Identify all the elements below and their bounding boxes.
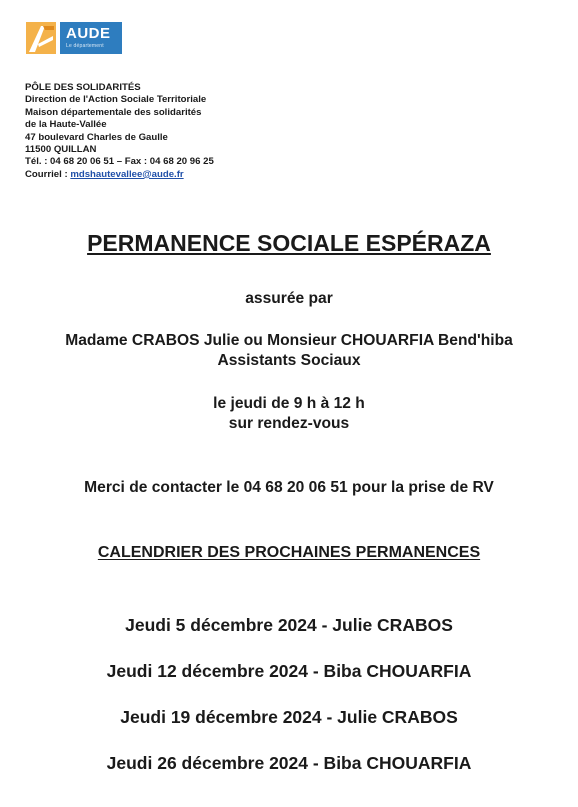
staff-role: Assistants Sociaux bbox=[217, 352, 361, 369]
logo-word: AUDE bbox=[66, 25, 111, 42]
schedule-mode: sur rendez-vous bbox=[228, 415, 350, 432]
email-line bbox=[25, 169, 214, 181]
schedule-block bbox=[0, 394, 578, 434]
calendar-title-text: CALENDRIER DES PROCHAINES PERMANENCES bbox=[97, 544, 481, 561]
email-link[interactable]: mdshautevallee@aude.fr bbox=[70, 168, 184, 180]
address-line: 47 boulevard Charles de Gaulle bbox=[25, 131, 168, 143]
address-line: Maison départementale des solidarités bbox=[25, 106, 202, 118]
aude-logo-mark-icon bbox=[26, 22, 56, 54]
staff-names: Madame CRABOS Julie ou Monsieur CHOUARFIA Bend'hiba bbox=[65, 332, 513, 349]
address-line: 11500 QUILLAN bbox=[25, 144, 97, 156]
calendar-dates bbox=[0, 614, 578, 798]
logo-tagline: Le département bbox=[66, 43, 104, 49]
address-line: PÔLE DES SOLIDARITÉS bbox=[25, 82, 141, 93]
page-title-text: PERMANENCE SOCIALE ESPÉRAZA bbox=[87, 230, 491, 256]
calendar-date-item: Jeudi 26 décembre 2024 - Biba CHOUARFIA bbox=[106, 753, 472, 773]
assured-by: assurée par bbox=[245, 290, 333, 307]
address-line: de la Haute-Vallée bbox=[25, 119, 107, 131]
email-label: Courriel : bbox=[25, 168, 71, 180]
aude-logo-box bbox=[60, 22, 122, 54]
calendar-date-item: Jeudi 5 décembre 2024 - Julie CRABOS bbox=[125, 615, 453, 635]
address-line: Direction de l'Action Sociale Territoriale bbox=[25, 94, 207, 106]
aude-logo bbox=[26, 22, 122, 54]
contact-line: Merci de contacter le 04 68 20 06 51 pour la prise de RV bbox=[84, 479, 494, 496]
page-title bbox=[0, 230, 578, 257]
calendar-title bbox=[0, 544, 578, 562]
address-block bbox=[25, 82, 214, 181]
address-line: Tél. : 04 68 20 06 51 – Fax : 04 68 20 96 25 bbox=[25, 156, 214, 168]
calendar-date-item: Jeudi 19 décembre 2024 - Julie CRABOS bbox=[120, 707, 458, 727]
staff-block bbox=[0, 331, 578, 371]
schedule-when: le jeudi de 9 h à 12 h bbox=[213, 395, 365, 412]
calendar-date-item: Jeudi 12 décembre 2024 - Biba CHOUARFIA bbox=[106, 661, 472, 681]
